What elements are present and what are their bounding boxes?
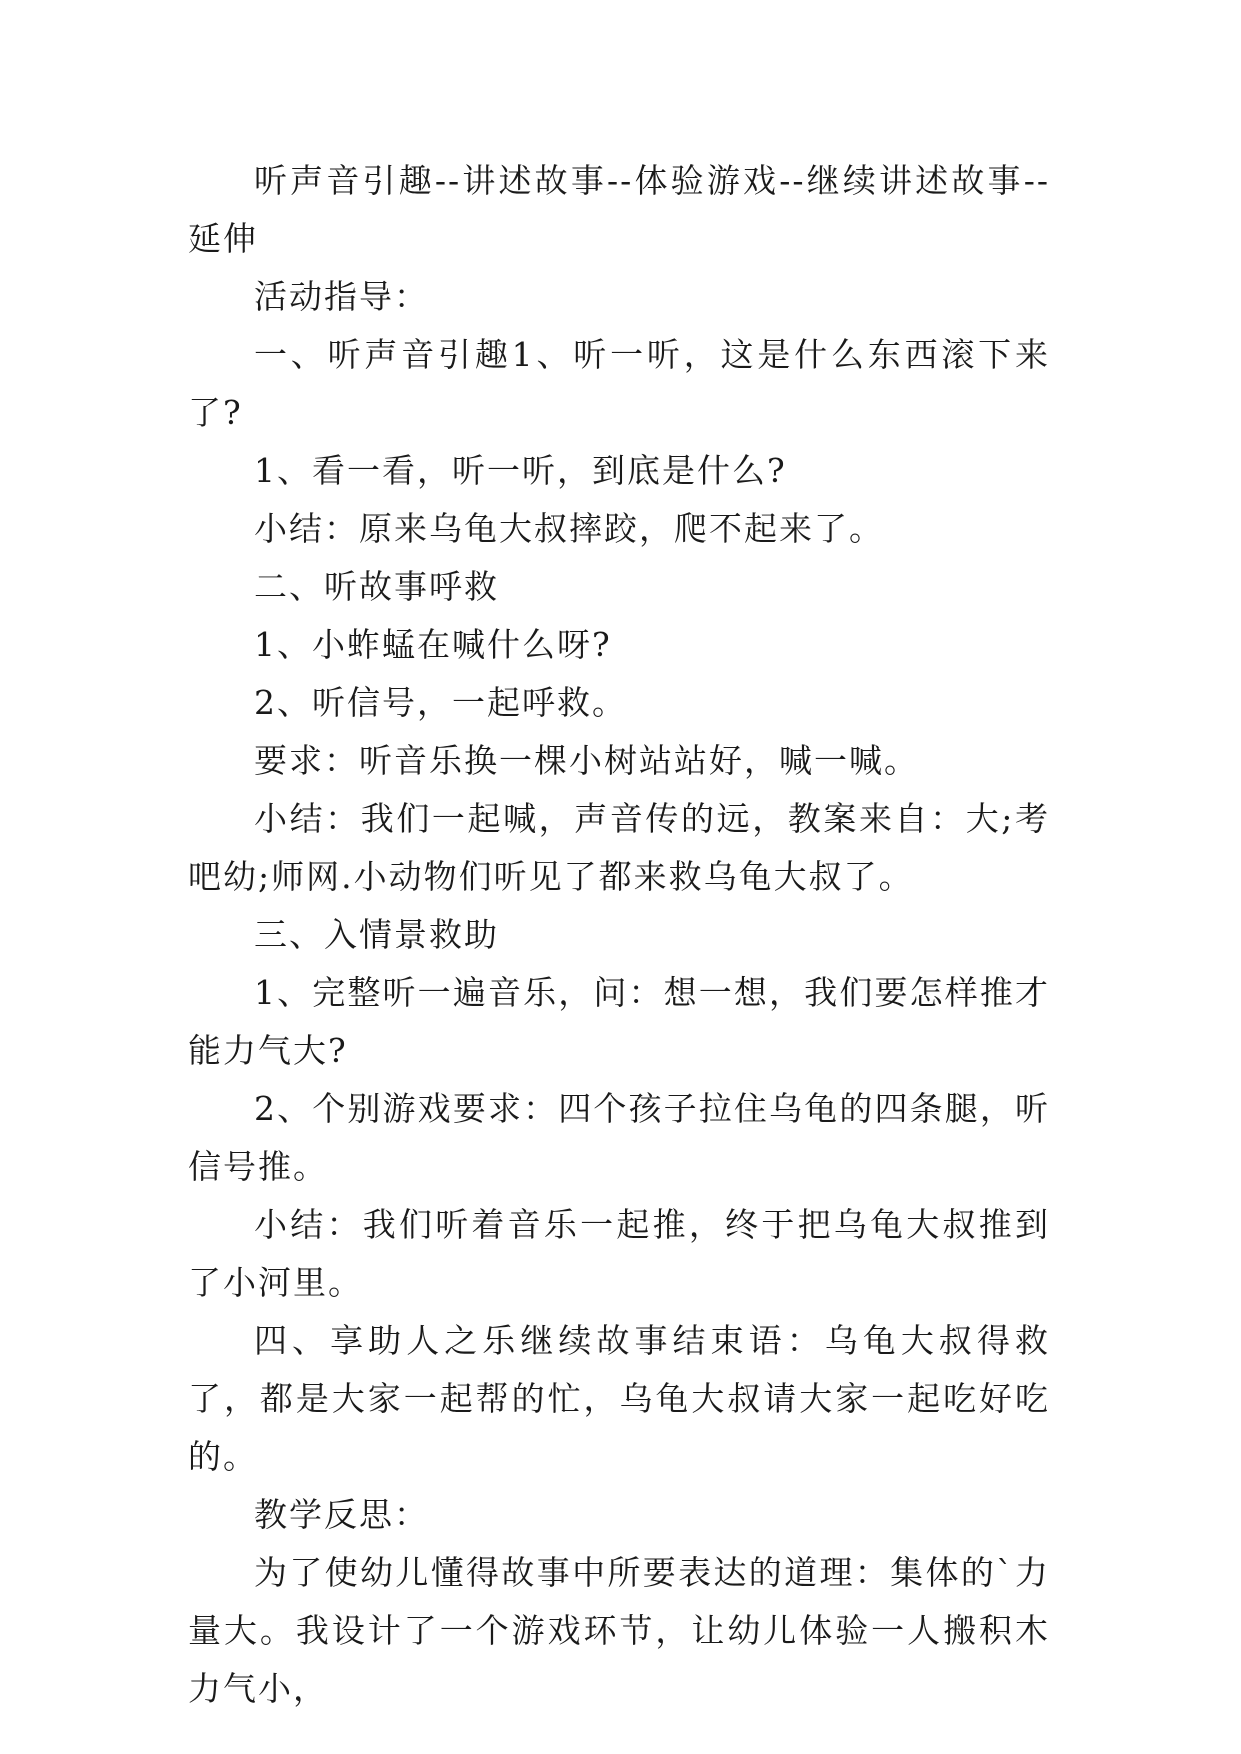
paragraph-flow: 听声音引趣--讲述故事--体验游戏--继续讲述故事--延伸 (188, 161, 1050, 258)
section-heading-guidance: 活动指导： (254, 277, 429, 316)
paragraph: 2、听信号，一起呼救。 (254, 683, 627, 722)
paragraph: 2、个别游戏要求：四个孩子拉住乌龟的四条腿，听信号推。 (188, 1089, 1050, 1186)
paragraph: 要求：听音乐换一棵小树站站好，喊一喊。 (254, 741, 919, 780)
paragraph: 一、听声音引趣1、听一听，这是什么东西滚下来了? (188, 335, 1050, 432)
paragraph: 四、享助人之乐继续故事结束语：乌龟大叔得救了，都是大家一起帮的忙，乌龟大叔请大家一起吃好吃的。 (188, 1321, 1050, 1476)
paragraph: 1、看一看，听一听，到底是什么? (254, 451, 787, 490)
document-body (188, 152, 1050, 1718)
section-heading-2: 二、听故事呼救 (254, 567, 499, 606)
section-heading-3: 三、入情景救助 (254, 915, 499, 954)
paragraph: 小结：我们一起喊，声音传的远，教案来自：大;考吧幼;师网.小动物们听见了都来救乌龟大叔了。 (188, 799, 1050, 896)
paragraph: 1、小蚱蜢在喊什么呀? (254, 625, 612, 664)
paragraph: 1、完整听一遍音乐，问：想一想，我们要怎样推才能力气大? (188, 973, 1050, 1070)
paragraph: 小结：我们听着音乐一起推，终于把乌龟大叔推到了小河里。 (188, 1205, 1050, 1302)
section-heading-reflection: 教学反思： (254, 1495, 429, 1534)
paragraph: 小结：原来乌龟大叔摔跤，爬不起来了。 (254, 509, 884, 548)
paragraph: 为了使幼儿懂得故事中所要表达的道理：集体的`力量大。我设计了一个游戏环节，让幼儿体验一人搬积木力气小， (188, 1553, 1050, 1708)
